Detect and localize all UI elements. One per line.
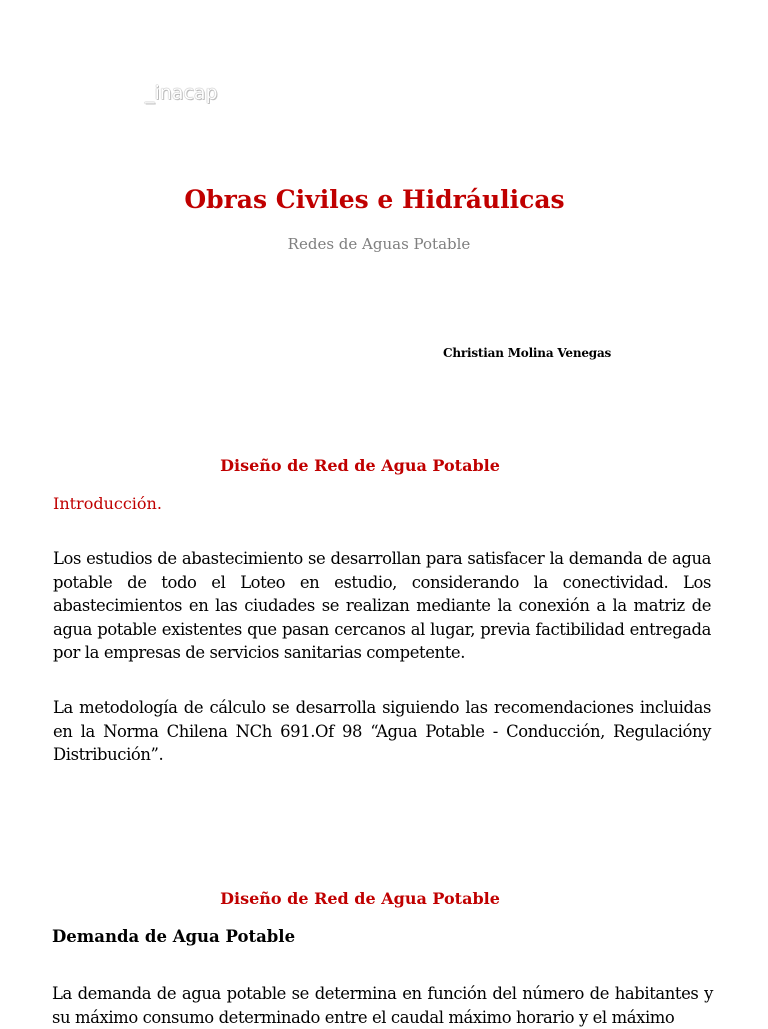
- inacap-logo: _inacap: [145, 82, 218, 104]
- paragraph: La demanda de agua potable se determina en función del número de habitantes y su máximo consumo determinado entre el caudal máximo horario y el máximo: [52, 984, 713, 1027]
- paragraph: La metodología de cálculo se desarrolla siguiendo las recomendaciones incluidas en la Norma Chilena NCh 691.Of 98 “Agua Potable - Conducción, Regulacióny Distribución”.: [53, 698, 711, 765]
- document-subtitle: Redes de Aguas Potable: [287, 235, 471, 253]
- author-name: Christian Molina Venegas: [443, 346, 612, 360]
- section-heading: Diseño de Red de Agua Potable: [220, 456, 500, 475]
- introduction-heading: Introducción.: [53, 494, 162, 513]
- section-heading: Diseño de Red de Agua Potable: [220, 889, 500, 908]
- demand-subheading: Demanda de Agua Potable: [52, 927, 296, 946]
- paragraph: Los estudios de abastecimiento se desarrollan para satisfacer la demanda de agua potable de todo el Loteo en estudio, considerando la conectividad. Los abastecimientos en las ciudades se realizan mediante la conexión a la matriz de agua potable existentes que pasan cercanos al lugar, previa factibilidad entregada por la empresas de servicios sanitarias competente.: [53, 549, 711, 663]
- document-title: Obras Civiles e Hidráulicas: [184, 185, 565, 214]
